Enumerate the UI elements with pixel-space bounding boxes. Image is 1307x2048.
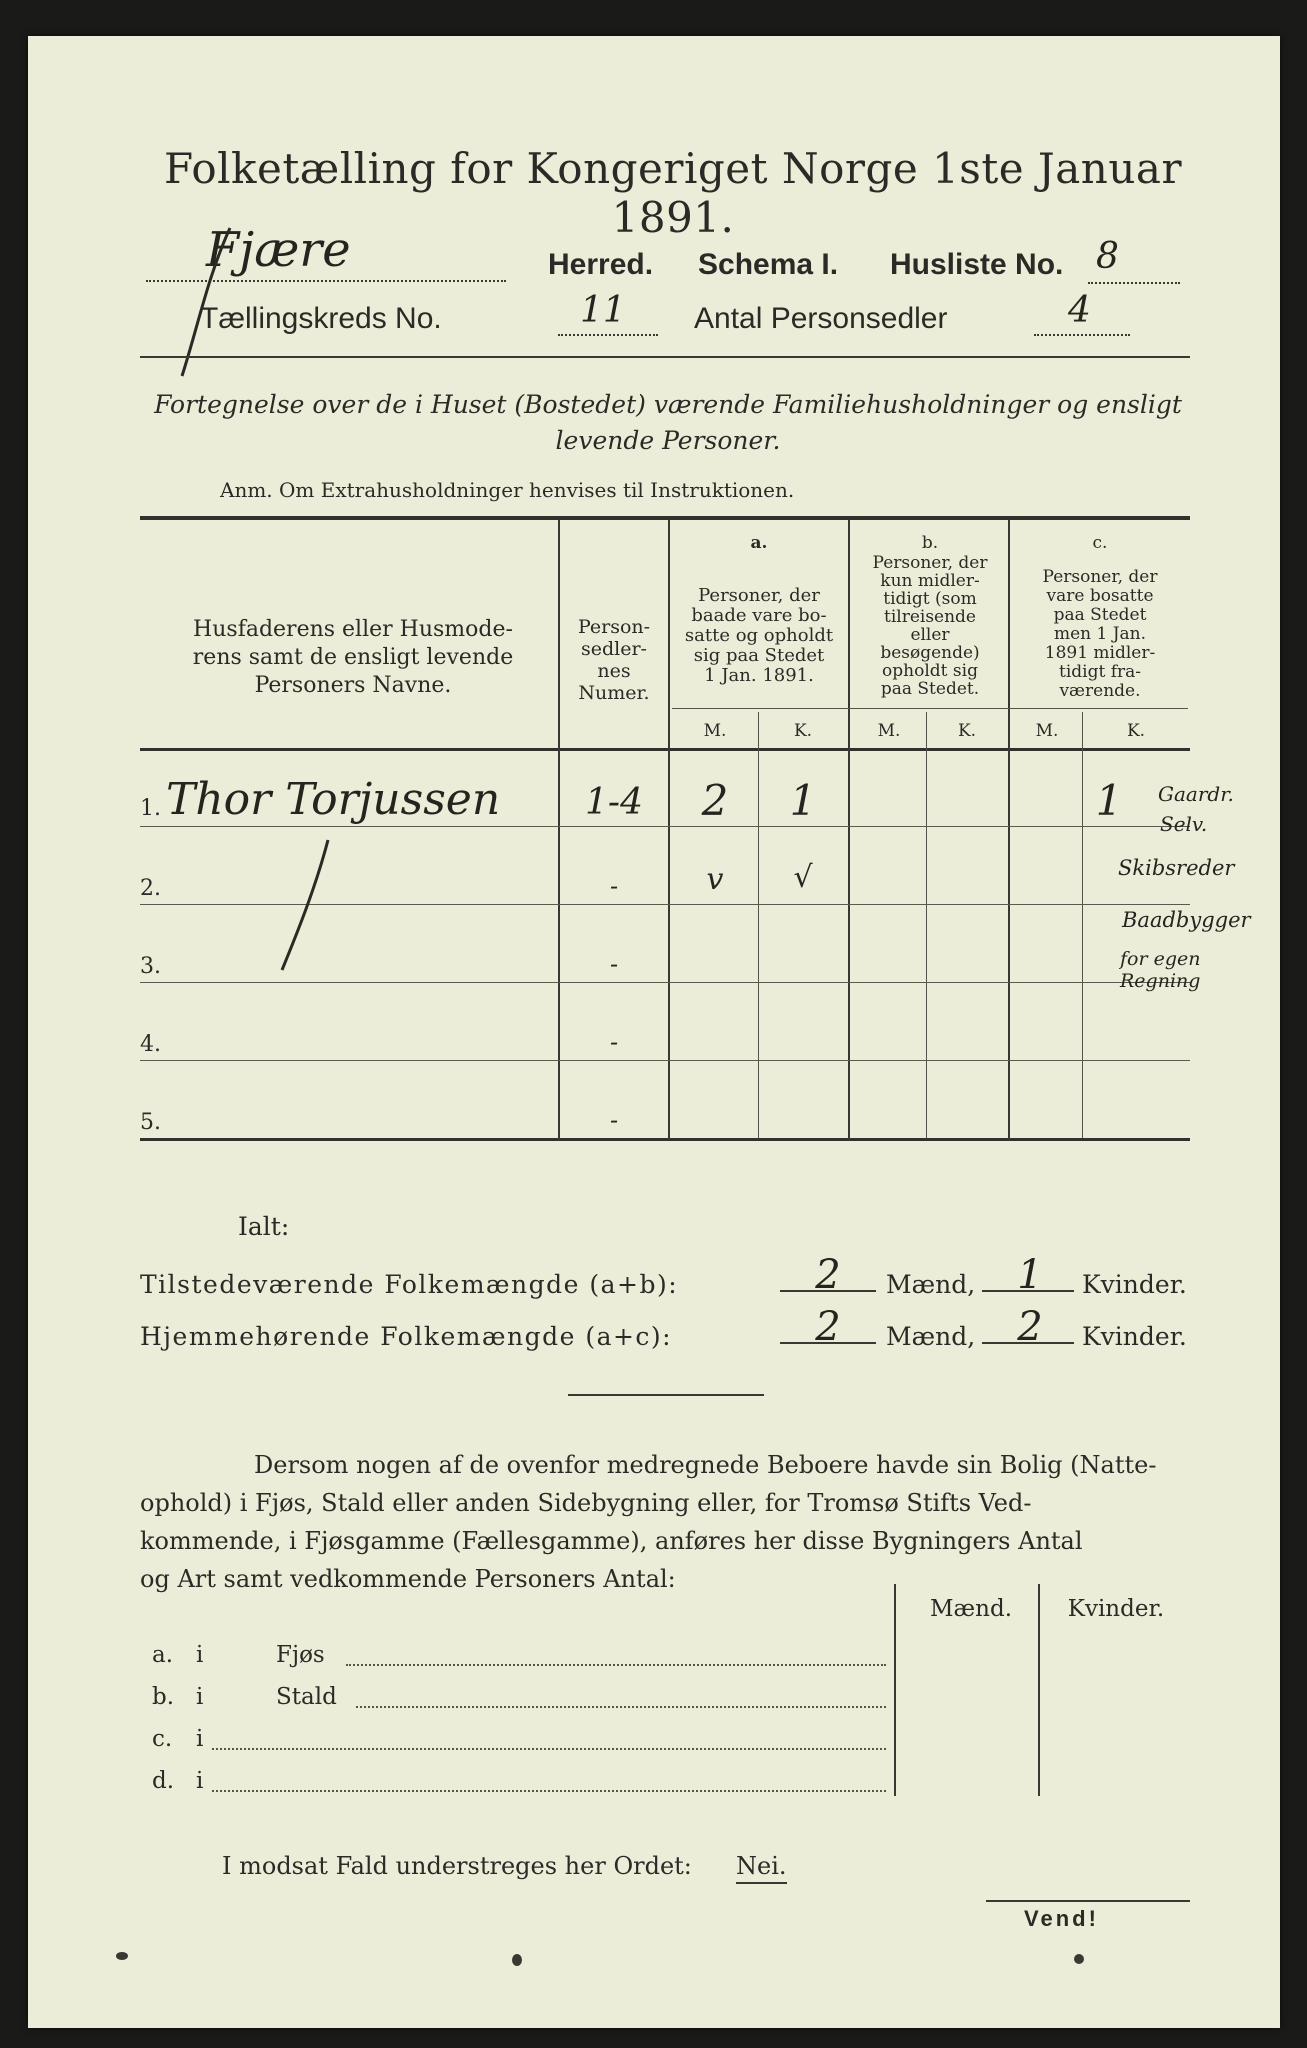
total-resident-k: 2 [1017, 1304, 1043, 1350]
row-number: 3. [140, 954, 161, 979]
annotation-note: Anm. Om Extrahusholdninger henvises til Instruktionen. [220, 478, 795, 502]
row-line [140, 826, 1190, 827]
building-letter: a. [152, 1642, 174, 1668]
total-present-k: 1 [1017, 1252, 1043, 1298]
building-label: Fjøs [276, 1642, 325, 1668]
header-b-line: eller [910, 625, 950, 645]
building-col-divider-2 [1038, 1584, 1040, 1796]
header-divider [140, 356, 1190, 358]
total-present-kvinder: Kvinder. [1082, 1270, 1187, 1299]
building-maend-header: Mænd. [929, 1596, 1013, 1622]
header-b-line: Personer, der [872, 553, 988, 573]
header-c [1012, 568, 1188, 701]
table-bottom-rule [140, 1138, 1190, 1141]
building-label: Stald [276, 1684, 337, 1710]
table-header-rule [140, 748, 1190, 751]
col-divider-b-mk [926, 712, 927, 1138]
row-c-k: 1 [1095, 776, 1123, 825]
margin-note: for egen Regning [1120, 948, 1201, 992]
header-a [672, 586, 846, 686]
header-b-line: opholdt sig [882, 661, 978, 681]
header-c-m: M. [1035, 721, 1059, 741]
building-col-divider-1 [894, 1584, 896, 1796]
row-a-k: √ [793, 860, 813, 895]
subtitle-line-2: levende Personer. [555, 426, 781, 455]
herred-label: Herred. [548, 248, 654, 281]
header-b [852, 554, 1008, 698]
tellingskreds-label: Tællingskreds No. [200, 302, 442, 335]
paragraph-line: ophold) i Fjøs, Stald eller anden Sidebygning eller, for Tromsø Stifts Ved- [140, 1489, 1032, 1517]
building-kvinder-header: Kvinder. [1067, 1596, 1165, 1622]
margin-note: Skibsreder [1118, 856, 1235, 880]
row-name: Thor Torjussen [166, 774, 501, 825]
header-names [158, 616, 548, 700]
row-number: 4. [140, 1032, 161, 1057]
header-c-line: Personer, der [1042, 567, 1158, 587]
header-b-line: paa Stedet. [880, 679, 980, 699]
header-names-line: Husfaderens eller Husmode- [193, 617, 513, 642]
header-a-line: baade vare bo- [691, 605, 827, 626]
subtitle-line-1: Fortegnelse over de i Huset (Bostedet) værende Familiehusholdninger og ensligt [154, 390, 1182, 419]
header-c-line: 1891 midler- [1044, 643, 1156, 663]
husliste-handwriting: 8 [1096, 236, 1119, 277]
building-letter: d. [152, 1768, 175, 1794]
section-divider [568, 1394, 764, 1396]
building-prep: i [196, 1684, 204, 1710]
col-divider-a [848, 520, 850, 1140]
header-c-line: paa Stedet [1053, 605, 1147, 625]
header-b-line: kun midler- [880, 571, 980, 591]
header-b-letter: b. [921, 533, 939, 553]
row-a-m: v [706, 862, 724, 897]
row-line [140, 982, 1190, 983]
header-numer-line: nes [597, 660, 631, 682]
husliste-label: Husliste No. [890, 248, 1064, 281]
header-b-line: besøgende) [880, 643, 980, 663]
total-resident-m: 2 [815, 1304, 841, 1350]
total-present-m: 2 [815, 1252, 841, 1298]
col-divider-a-mk [758, 712, 759, 1138]
col-divider-b [1008, 520, 1010, 1140]
vend-rule [986, 1900, 1190, 1902]
margin-note: Gaardr. [1158, 782, 1234, 806]
header-b-line: tilreisende [883, 607, 976, 627]
row-numer: - [609, 872, 619, 900]
header-c-line: værende. [1059, 681, 1141, 701]
row-numer: - [609, 950, 619, 978]
header-c-k: K. [1126, 721, 1146, 741]
margin-note: Selv. [1160, 812, 1208, 836]
row-a-k: 1 [789, 776, 817, 825]
ink-mark [512, 1954, 522, 1966]
ink-mark [1074, 1954, 1084, 1964]
outbuilding-paragraph [140, 1446, 1192, 1598]
total-present-maend: Mænd, [886, 1270, 976, 1299]
row-line [140, 1060, 1190, 1061]
header-numer [562, 616, 666, 704]
table-top-rule [140, 516, 1190, 520]
row-number: 2. [140, 876, 161, 901]
building-letter: b. [152, 1684, 175, 1710]
header-a-line: sig paa Stedet [693, 645, 825, 666]
building-prep: i [196, 1726, 204, 1752]
margin-note: Baadbygger [1122, 908, 1251, 932]
total-resident-label: Hjemmehørende Folkemængde (a+c): [140, 1322, 673, 1351]
header-b-k: K. [957, 721, 977, 741]
header-a-line: satte og opholdt [684, 625, 834, 646]
header-c-line: vare bosatte [1046, 586, 1154, 606]
header-b-m: M. [877, 721, 901, 741]
nei-word: Nei. [736, 1852, 787, 1884]
tellingskreds-handwriting: 11 [580, 290, 626, 331]
ialt-label: Ialt: [238, 1212, 290, 1241]
col-divider-numer [668, 520, 670, 1140]
building-letter: c. [152, 1726, 173, 1752]
total-resident-maend: Mænd, [886, 1322, 976, 1351]
schema-label: Schema I. [698, 248, 839, 281]
paragraph-line: og Art samt vedkommende Personers Antal: [140, 1565, 676, 1593]
header-numer-line: Numer. [578, 682, 650, 704]
header-c-line: men 1 Jan. [1053, 624, 1147, 644]
ditto-stroke [268, 836, 338, 976]
col-divider-names [558, 520, 560, 1140]
row-numer: - [609, 1028, 619, 1056]
building-fill-line [356, 1706, 886, 1708]
col-divider-c-mk [1082, 712, 1083, 1138]
header-a-line: Personer, der [698, 585, 820, 606]
header-b-line: tidigt (som [883, 589, 977, 609]
row-number: 5. [140, 1110, 161, 1135]
paragraph-line: Dersom nogen af de ovenfor medregnede Beboere havde sin Bolig (Natte- [254, 1451, 1157, 1479]
header-a-k: K. [793, 721, 813, 741]
modsat-text: I modsat Fald understreges her Ordet: [222, 1852, 692, 1880]
header-a-line: 1 Jan. 1891. [704, 665, 814, 686]
signature-flourish [168, 216, 248, 386]
form-title: Folketælling for Kongeriget Norge 1ste Januar 1891. [163, 144, 1183, 242]
antal-label: Antal Personsedler [694, 302, 948, 335]
row-number: 1. [140, 796, 161, 821]
building-prep: i [196, 1642, 204, 1668]
building-fill-line [346, 1664, 886, 1666]
building-prep: i [196, 1768, 204, 1794]
ink-mark [116, 1952, 128, 1960]
building-fill-line [212, 1748, 886, 1750]
header-c-letter: c. [1092, 533, 1108, 553]
header-names-line: Personers Navne. [254, 673, 452, 698]
paragraph-line: kommende, i Fjøsgamme (Fællesgamme), anføres her disse Bygningers Antal [140, 1527, 1083, 1555]
census-form-sheet [28, 36, 1280, 2028]
total-present-label: Tilstedeværende Folkemængde (a+b): [140, 1270, 679, 1299]
header-c-line: tidigt fra- [1058, 662, 1141, 682]
herred-handwriting: Fjære [206, 222, 351, 278]
header-numer-line: Person- [577, 616, 651, 638]
vend-text: Vend! [1024, 1906, 1099, 1931]
header-numer-line: sedler- [581, 638, 647, 660]
mk-divider [672, 708, 1188, 709]
header-a-m: M. [703, 721, 727, 741]
building-fill-line [212, 1790, 886, 1792]
header-a-letter: a. [750, 533, 768, 553]
row-a-m: 2 [701, 776, 729, 825]
header-names-line: rens samt de ensligt levende [192, 645, 514, 670]
row-numer: - [609, 1106, 619, 1134]
row-numer: 1-4 [585, 782, 643, 823]
antal-handwriting: 4 [1068, 290, 1091, 331]
total-resident-kvinder: Kvinder. [1082, 1322, 1187, 1351]
